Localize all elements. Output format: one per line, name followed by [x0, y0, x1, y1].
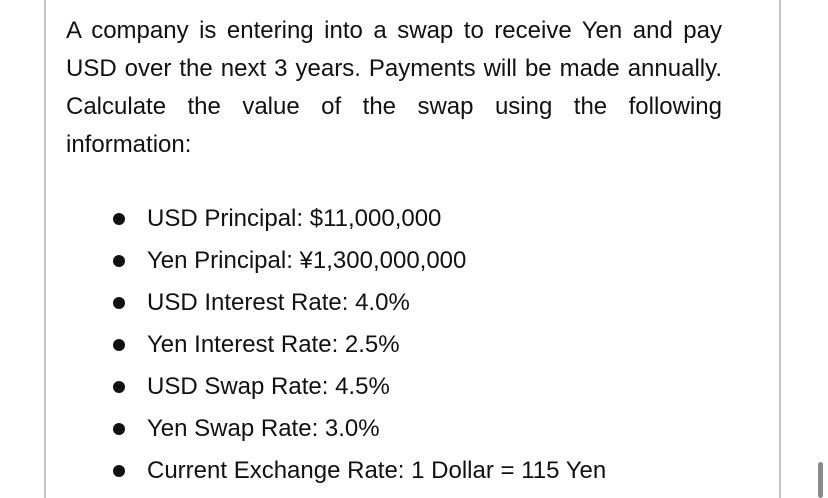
list-item-text: Yen Principal: ¥1,300,000,000 [147, 247, 467, 274]
list-item [110, 366, 606, 408]
list-item-text: USD Swap Rate: 4.5% [147, 373, 390, 400]
list-item-text: Current Exchange Rate: 1 Dollar = 115 Yen [147, 457, 607, 484]
list-item [110, 324, 606, 366]
list-item-text: Yen Interest Rate: 2.5% [147, 331, 400, 358]
list-item-text: USD Interest Rate: 4.0% [147, 289, 410, 316]
bullet-icon [113, 255, 125, 267]
question-text: A company is entering into a swap to receive Yen and pay USD over the next 3 years. Payments will be made annually. Calculate the value of the swap using the following information: [66, 17, 722, 158]
list-item [110, 198, 606, 240]
bullet-icon [113, 381, 125, 393]
bullet-icon [113, 423, 125, 435]
list-item [110, 282, 606, 324]
bullet-icon [113, 297, 125, 309]
info-list [110, 198, 606, 492]
list-item-text: USD Principal: $11,000,000 [147, 205, 442, 232]
list-item [110, 240, 606, 282]
list-item [110, 408, 606, 450]
bullet-icon [113, 339, 125, 351]
list-item-text: Yen Swap Rate: 3.0% [147, 415, 380, 442]
bullet-icon [113, 465, 125, 477]
bullet-icon [113, 213, 125, 225]
scrollbar-thumb[interactable] [818, 462, 823, 498]
list-item [110, 450, 606, 492]
